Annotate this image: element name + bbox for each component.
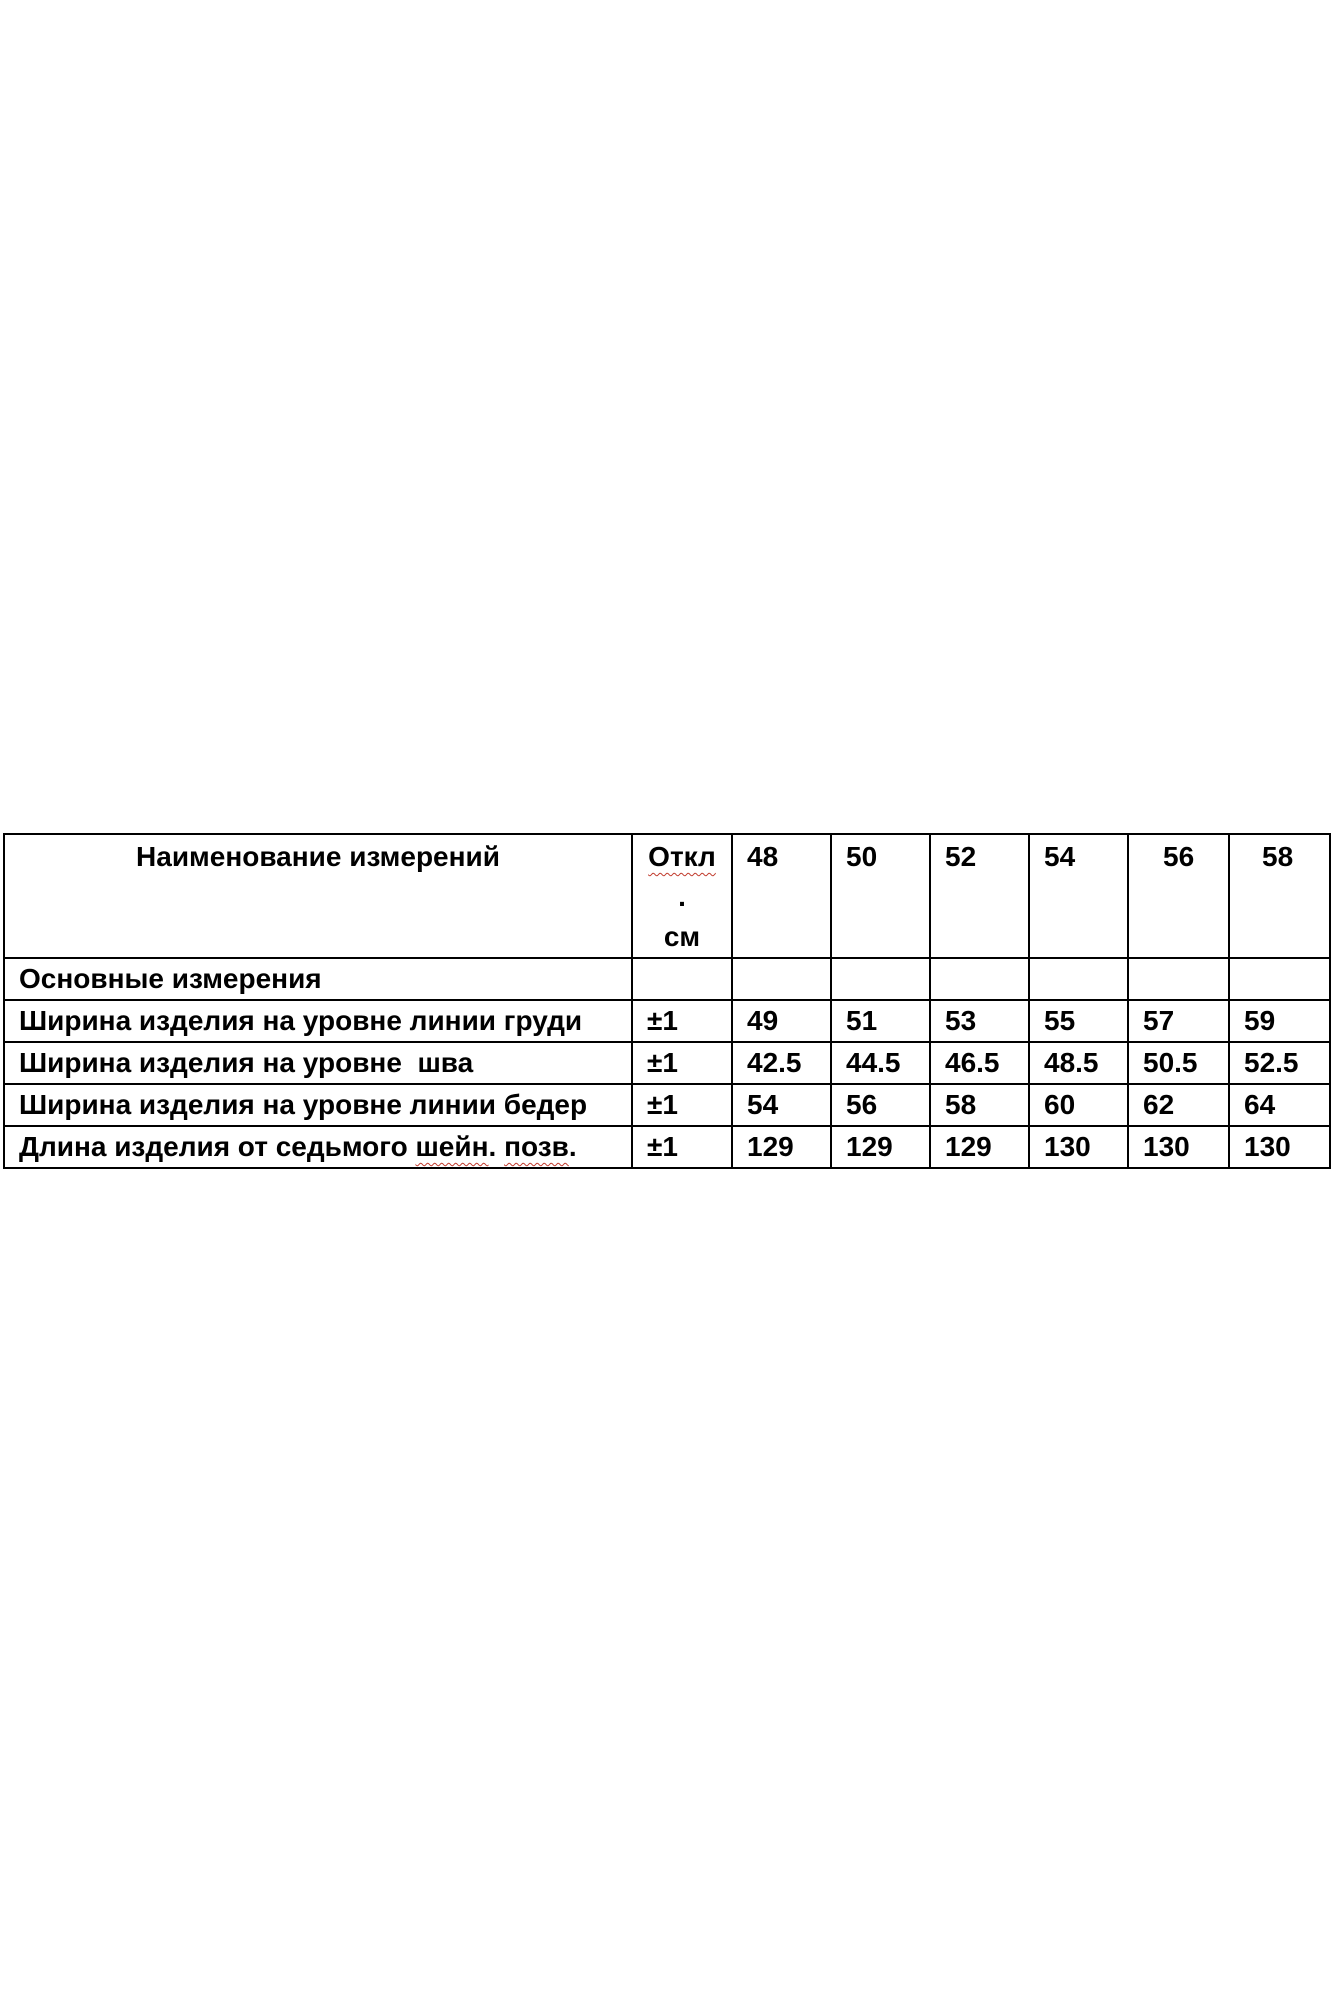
- table-row: [4, 1126, 1330, 1168]
- row-value: 60: [1029, 1084, 1128, 1126]
- row-value: 59: [1229, 1000, 1330, 1042]
- header-measurement-name: Наименование измерений: [4, 834, 632, 958]
- row-deviation: ±1: [632, 1042, 732, 1084]
- size-chart-table: [3, 833, 1331, 1169]
- header-row: [4, 834, 1330, 958]
- row-value: 51: [831, 1000, 930, 1042]
- row-value: 49: [732, 1000, 831, 1042]
- row-measurement-name: Ширина изделия на уровне линии груди: [4, 1000, 632, 1042]
- header-deviation: [632, 834, 732, 958]
- row-deviation: ±1: [632, 1000, 732, 1042]
- section-empty-cell: [831, 958, 930, 1000]
- row-value: 50.5: [1128, 1042, 1229, 1084]
- header-deviation-line3: см: [663, 921, 701, 952]
- row-deviation: ±1: [632, 1126, 732, 1168]
- table-row: [4, 1084, 1330, 1126]
- row-name-part: Длина изделия от седьмого: [19, 1131, 416, 1162]
- section-empty-cell: [1229, 958, 1330, 1000]
- row-name-part-misspelled: шейн: [415, 1131, 489, 1162]
- header-size-50: 50: [831, 834, 930, 958]
- row-measurement-name: Ширина изделия на уровне шва: [4, 1042, 632, 1084]
- row-value: 44.5: [831, 1042, 930, 1084]
- header-deviation-line2: .: [678, 881, 686, 912]
- header-deviation-line1: Откл: [648, 841, 716, 872]
- section-empty-cell: [1128, 958, 1229, 1000]
- header-size-56: 56: [1128, 834, 1229, 958]
- row-name-part-misspelled: позв: [504, 1131, 569, 1162]
- row-value: 130: [1128, 1126, 1229, 1168]
- row-value: 62: [1128, 1084, 1229, 1126]
- row-measurement-name: [4, 1126, 632, 1168]
- section-empty-cell: [632, 958, 732, 1000]
- row-value: 48.5: [1029, 1042, 1128, 1084]
- row-value: 64: [1229, 1084, 1330, 1126]
- row-value: 53: [930, 1000, 1029, 1042]
- table-row: [4, 1000, 1330, 1042]
- header-size-52: 52: [930, 834, 1029, 958]
- section-title: Основные измерения: [4, 958, 632, 1000]
- row-value: 55: [1029, 1000, 1128, 1042]
- row-value: 58: [930, 1084, 1029, 1126]
- row-value: 54: [732, 1084, 831, 1126]
- section-empty-cell: [1029, 958, 1128, 1000]
- header-size-48: 48: [732, 834, 831, 958]
- row-value: 129: [930, 1126, 1029, 1168]
- header-size-58: 58: [1229, 834, 1330, 958]
- row-value: 56: [831, 1084, 930, 1126]
- row-value: 130: [1029, 1126, 1128, 1168]
- row-value: 130: [1229, 1126, 1330, 1168]
- section-empty-cell: [930, 958, 1029, 1000]
- table-row: [4, 1042, 1330, 1084]
- row-value: 129: [831, 1126, 930, 1168]
- row-name-part: .: [568, 1131, 577, 1162]
- section-empty-cell: [732, 958, 831, 1000]
- row-measurement-name: Ширина изделия на уровне линии бедер: [4, 1084, 632, 1126]
- row-value: 52.5: [1229, 1042, 1330, 1084]
- row-deviation: ±1: [632, 1084, 732, 1126]
- row-value: 57: [1128, 1000, 1229, 1042]
- header-size-54: 54: [1029, 834, 1128, 958]
- row-value: 42.5: [732, 1042, 831, 1084]
- row-value: 129: [732, 1126, 831, 1168]
- row-value: 46.5: [930, 1042, 1029, 1084]
- section-row: [4, 958, 1330, 1000]
- row-name-part: .: [488, 1131, 505, 1162]
